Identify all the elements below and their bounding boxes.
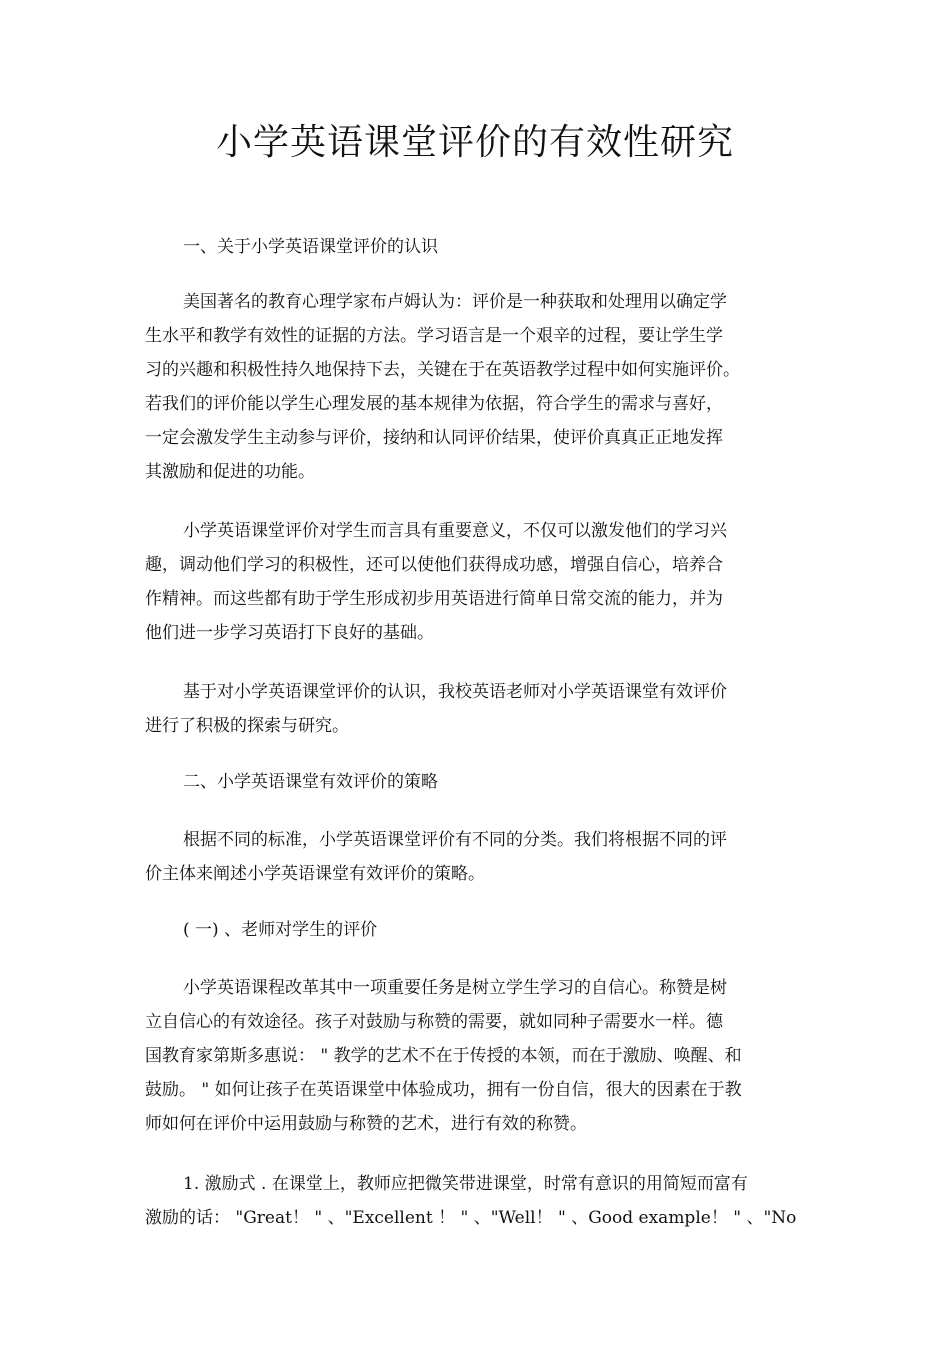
text-line: 习的兴趣和积极性持久地保持下去，关键在于在英语教学过程中如何实施评价。 (145, 360, 740, 380)
text-line: 美国著名的教育心理学家布卢姆认为：评价是一种获取和处理用以确定学 (183, 292, 727, 312)
text-line: 国教育家第斯多惠说： " 教学的艺术不在于传授的本领，而在于激励、唤醒、和 (145, 1046, 742, 1066)
text-line: 1. 激励式 . 在课堂上，教师应把微笑带进课堂，时常有意识的用简短而富有 (183, 1174, 748, 1194)
text-line: 进行了积极的探索与研究。 (145, 716, 349, 736)
text-line: 师如何在评价中运用鼓励与称赞的艺术，进行有效的称赞。 (145, 1114, 587, 1134)
paragraph-1 (145, 285, 785, 489)
document-title: 小学英语课堂评价的有效性研究 (215, 122, 734, 163)
text-line: 立自信心的有效途径。孩子对鼓励与称赞的需要，就如同种子需要水一样。德 (145, 1012, 723, 1032)
text-line: 一定会激发学生主动参与评价，接纳和认同评价结果，使评价真真正正地发挥 (145, 428, 723, 448)
section-heading-2 (145, 765, 785, 799)
text-line: 小学英语课程改革其中一项重要任务是树立学生学习的自信心。称赞是树 (183, 978, 727, 998)
text-line: 他们进一步学习英语打下良好的基础。 (145, 623, 434, 643)
subsection-heading (145, 913, 785, 947)
text-line: 鼓励。 " 如何让孩子在英语课堂中体验成功，拥有一份自信，很大的因素在于教 (145, 1080, 742, 1100)
text-line: 其激励和促进的功能。 (145, 462, 315, 482)
text-line: 一、关于小学英语课堂评价的认识 (183, 237, 438, 257)
text-line: 趣，调动他们学习的积极性，还可以使他们获得成功感，增强自信心，培养合 (145, 555, 723, 575)
paragraph-2 (145, 514, 785, 650)
text-line: 二、小学英语课堂有效评价的策略 (183, 772, 438, 792)
paragraph-3 (145, 675, 785, 743)
text-line: 基于对小学英语课堂评价的认识，我校英语老师对小学英语课堂有效评价 (183, 682, 727, 702)
text-line: 生水平和教学有效性的证据的方法。学习语言是一个艰辛的过程，要让学生学 (145, 326, 723, 346)
text-line: 小学英语课堂评价对学生而言具有重要意义，不仅可以激发他们的学习兴 (183, 521, 727, 541)
text-line: 根据不同的标准，小学英语课堂评价有不同的分类。我们将根据不同的评 (183, 830, 727, 850)
text-line: 若我们的评价能以学生心理发展的基本规律为依据，符合学生的需求与喜好， (145, 394, 723, 414)
paragraph-5 (145, 971, 785, 1141)
paragraph-6 (145, 1167, 797, 1235)
text-line: 作精神。而这些都有助于学生形成初步用英语进行简单日常交流的能力，并为 (145, 589, 723, 609)
section-heading-1 (145, 230, 785, 264)
text-line: ( 一) 、老师对学生的评价 (183, 920, 378, 940)
text-line: 价主体来阐述小学英语课堂有效评价的策略。 (145, 864, 485, 884)
paragraph-4 (145, 823, 785, 891)
text-line: 激励的话： "Great！ " 、"Excellent ！ " 、"Well！ " 、Good example！ " 、"No (145, 1208, 797, 1228)
